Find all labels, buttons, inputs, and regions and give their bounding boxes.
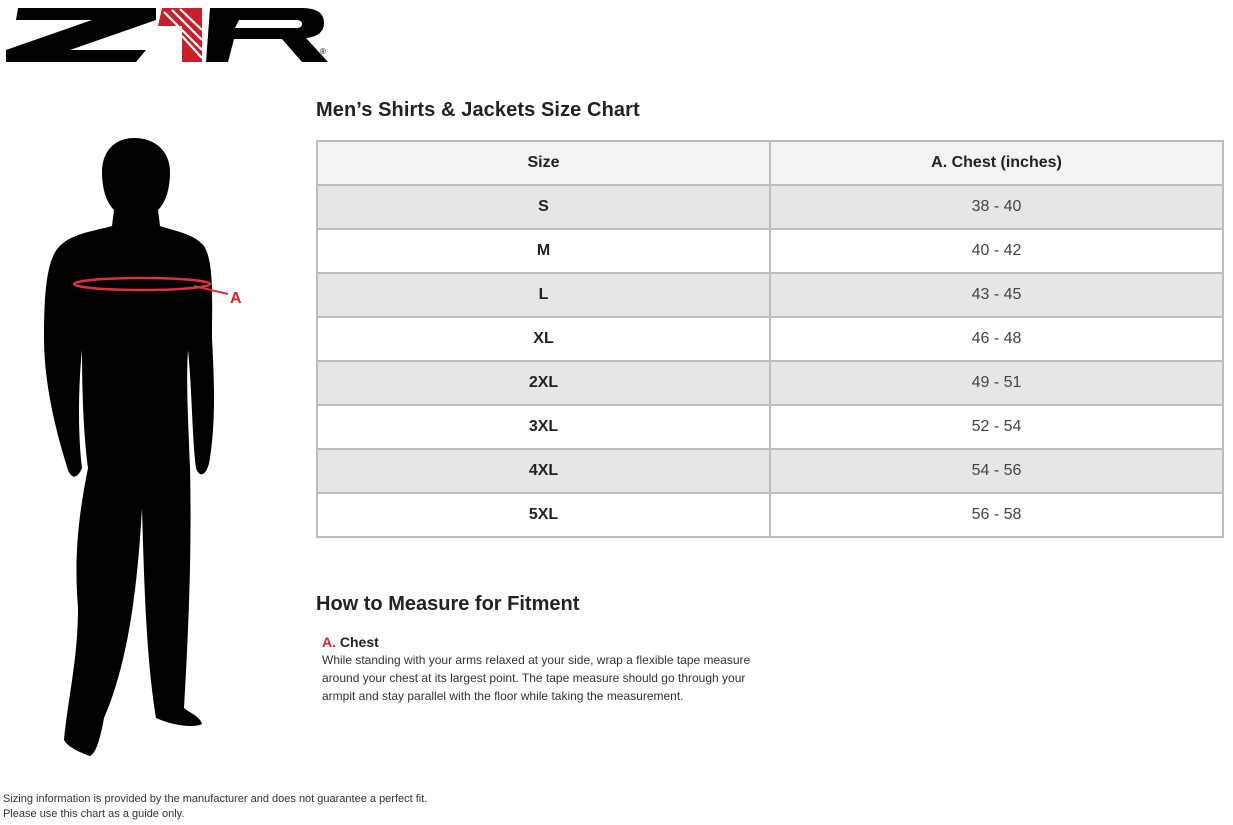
measure-section-title: How to Measure for Fitment [316,593,580,615]
disclaimer-line-1: Sizing information is provided by the manufacturer and does not guarantee a perfect fit. [3,793,428,805]
size-chart-title: Men’s Shirts & Jackets Size Chart [316,99,640,121]
table-row [317,317,1223,361]
chest-cell: 38 - 40 [770,185,1223,229]
measure-item [322,633,762,705]
measure-item-text: While standing with your arms relaxed at your side, wrap a flexible tape measure around your chest at its largest point. The tape measure should go through your armpit and stay parallel with the floor while taking the measurement. [322,653,751,703]
chest-cell: 54 - 56 [770,449,1223,493]
size-cell: 5XL [317,493,770,537]
table-row [317,449,1223,493]
size-cell: 2XL [317,361,770,405]
table-row [317,229,1223,273]
size-cell: 3XL [317,405,770,449]
table-row [317,405,1223,449]
size-cell: S [317,185,770,229]
table-row [317,185,1223,229]
table-header-row [317,141,1223,185]
size-cell: XL [317,317,770,361]
measure-item-letter: A. [322,634,336,650]
z1r-logo [6,6,328,64]
chest-cell: 52 - 54 [770,405,1223,449]
disclaimer [3,792,427,822]
table-row [317,273,1223,317]
chest-cell: 49 - 51 [770,361,1223,405]
body-silhouette [38,138,258,763]
svg-text:®: ® [320,47,326,56]
measure-item-heading [322,633,762,651]
size-cell: M [317,229,770,273]
measure-item-name: Chest [339,634,379,650]
chest-cell: 56 - 58 [770,493,1223,537]
chest-cell: 43 - 45 [770,273,1223,317]
table-row [317,361,1223,405]
size-cell: L [317,273,770,317]
header-size: Size [317,141,770,185]
size-cell: 4XL [317,449,770,493]
chest-cell: 46 - 48 [770,317,1223,361]
disclaimer-line-2: Please use this chart as a guide only. [3,808,185,820]
table-row [317,493,1223,537]
chest-cell: 40 - 42 [770,229,1223,273]
header-chest: A. Chest (inches) [770,141,1223,185]
size-chart-table [316,140,1224,538]
chest-marker-label: A [230,290,242,307]
